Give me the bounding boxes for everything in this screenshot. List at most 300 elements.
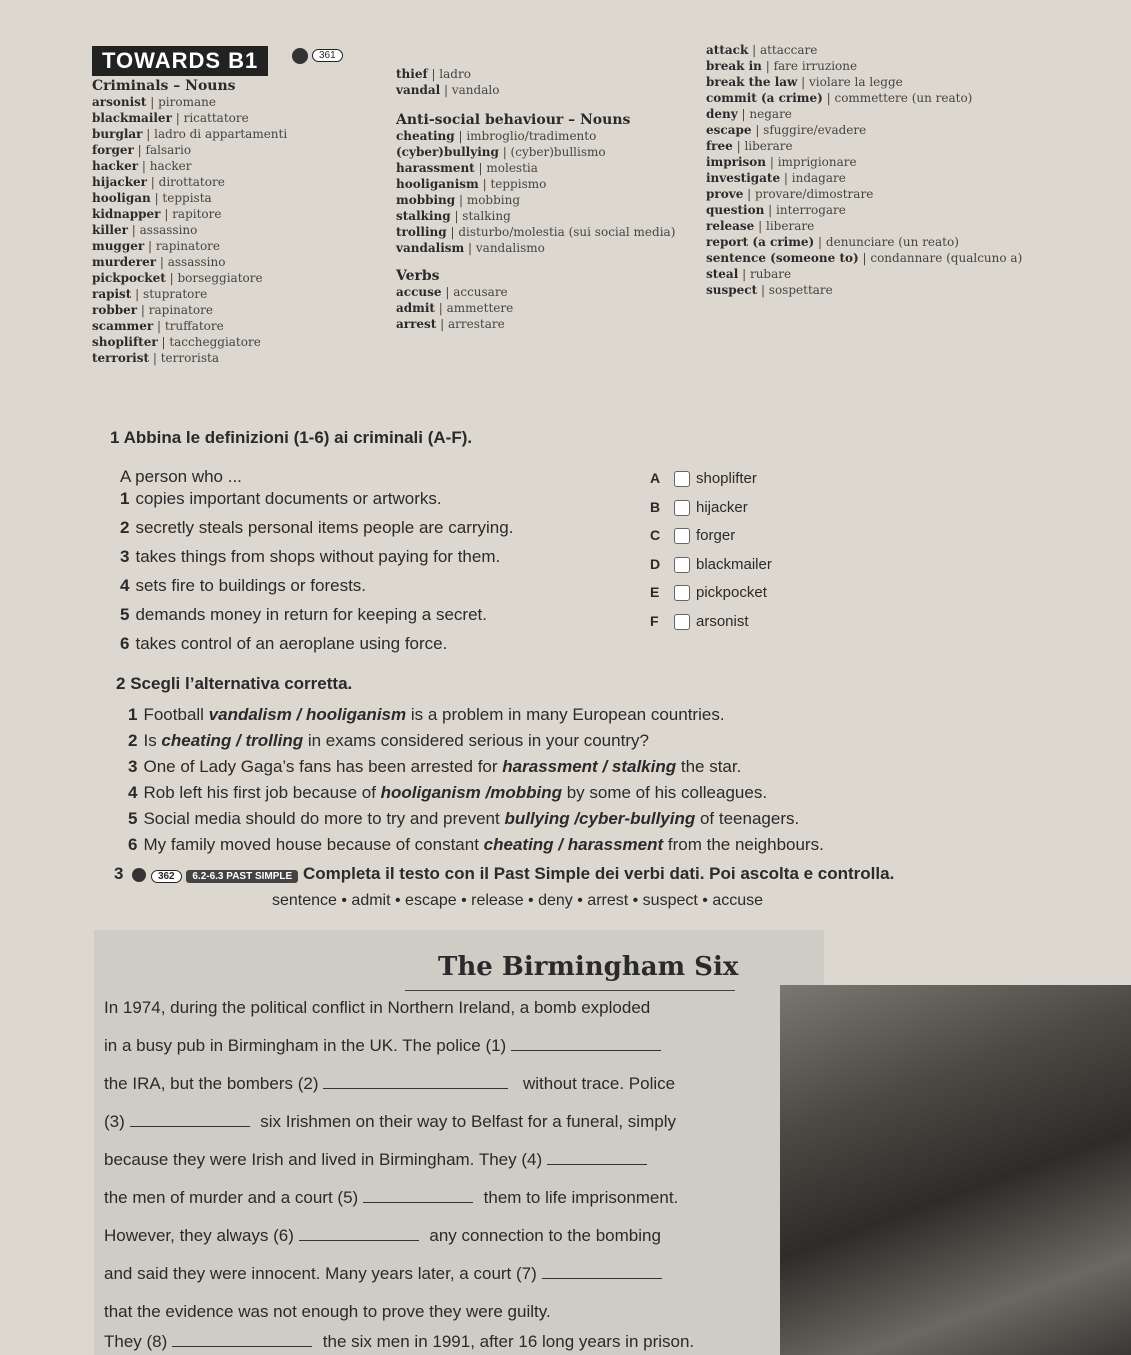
option-text: arsonist: [696, 612, 749, 630]
choice-options[interactable]: cheating / harassment: [483, 835, 664, 854]
vocab-translation: rapinatore: [155, 239, 221, 253]
option-text: blackmailer: [696, 555, 772, 573]
separator: |: [165, 271, 178, 285]
vocab-word: terrorist: [92, 351, 150, 365]
vocab-entry: [92, 350, 382, 366]
definition-number: 2: [120, 518, 130, 537]
blank-4[interactable]: [547, 1164, 647, 1165]
vocab-translation: ladro: [439, 67, 471, 81]
vocab-entry: [706, 218, 1006, 234]
article-line-10: [104, 1332, 694, 1352]
article-text: without trace. Police: [522, 1074, 676, 1093]
separator: |: [153, 319, 165, 333]
sentence-text: My family moved house because of constant: [143, 835, 484, 854]
answer-checkbox[interactable]: [674, 500, 690, 516]
vocab-entry: [92, 126, 382, 142]
article-text: the six men in 1991, after 16 long years in prison.: [322, 1332, 695, 1351]
ex2-title: [116, 674, 352, 694]
vocab-translation: molestia: [486, 161, 538, 175]
separator: |: [761, 59, 774, 73]
choice-options[interactable]: vandalism / hooliganism: [208, 705, 407, 724]
vocab-translation: denunciare (un reato): [825, 235, 959, 249]
separator: |: [146, 95, 159, 109]
separator: |: [743, 187, 755, 201]
vocab-entry: [706, 266, 1006, 282]
option-item: [650, 493, 850, 522]
separator: |: [757, 283, 769, 297]
definition-number: 3: [120, 547, 130, 566]
sentence-text: of teenagers.: [695, 809, 800, 828]
verbs-list: [396, 284, 696, 332]
definition-number: 4: [120, 576, 130, 595]
grammar-pill: 6.2-6.3 PAST SIMPLE: [186, 870, 298, 883]
vocab-translation: provare/dimostrare: [755, 187, 874, 201]
vocab-entry: [396, 316, 696, 332]
vocab-word: kidnapper: [92, 207, 161, 221]
separator: |: [436, 317, 449, 331]
separator: |: [434, 301, 447, 315]
article-text: any connection to the bombing: [429, 1226, 661, 1245]
vocab-translation: indagare: [791, 171, 846, 185]
vocab-word: break in: [706, 59, 762, 73]
vocab-word: robber: [92, 303, 138, 317]
vocab-word: harassment: [396, 161, 475, 175]
article-text: in a busy pub in Birmingham in the UK. The police (1): [104, 1036, 507, 1055]
definition-text: sets fire to buildings or forests.: [135, 576, 367, 595]
separator: |: [149, 351, 161, 365]
vocab-translation: commettere (un reato): [834, 91, 973, 105]
vocab-word: trolling: [396, 225, 447, 239]
option-letter: E: [650, 584, 660, 600]
vocab-entry: [92, 94, 382, 110]
separator: |: [171, 111, 184, 125]
separator: |: [738, 267, 750, 281]
sentence-text: in exams considered serious in your country?: [303, 731, 649, 750]
vocab-word: sentence (someone to): [706, 251, 859, 265]
blank-3[interactable]: [130, 1126, 250, 1127]
vocab-entry: [706, 154, 1006, 170]
vocab-entry: [706, 282, 1006, 298]
article-text: the IRA, but the bombers (2): [104, 1074, 319, 1093]
separator: |: [138, 159, 150, 173]
word-bank: sentence • admit • escape • release • deny • arrest • suspect • accuse: [272, 892, 764, 909]
vocab-word: killer: [92, 223, 128, 237]
vocab-word: imprison: [706, 155, 767, 169]
vocab-translation: rapinatore: [148, 303, 213, 317]
article-line-7: [104, 1226, 661, 1246]
article-line-9: that the evidence was not enough to prove they were guilty.: [104, 1302, 551, 1321]
vocab-translation: falsario: [145, 143, 192, 157]
vocab-entry: [706, 106, 1006, 122]
definition-item: [120, 571, 680, 600]
article-text: They (8): [104, 1332, 168, 1351]
vocab-word: arsonist: [92, 95, 147, 109]
blank-5[interactable]: [363, 1202, 473, 1203]
answer-checkbox[interactable]: [674, 528, 690, 544]
article-panel: [94, 930, 824, 1355]
separator: |: [454, 129, 467, 143]
option-item: [650, 550, 850, 579]
separator: |: [732, 139, 745, 153]
criminals-title: Criminals – Nouns: [92, 78, 236, 94]
choice-options[interactable]: cheating / trolling: [161, 731, 304, 750]
vocab-entry: [706, 186, 1006, 202]
article-text: six Irishmen on their way to Belfast for a funeral, simply: [260, 1112, 676, 1131]
option-text: forger: [696, 527, 736, 544]
sentence-text: is a problem in many European countries.: [406, 705, 725, 724]
vocab-word: rapist: [92, 287, 132, 301]
definition-item: [120, 513, 680, 542]
vocab-entry: [92, 190, 382, 206]
option-letter: B: [650, 498, 661, 515]
option-text: pickpocket: [696, 584, 767, 601]
answer-checkbox[interactable]: [674, 614, 690, 630]
definition-text: takes things from shops without paying for them.: [135, 547, 501, 566]
vocab-word: shoplifter: [92, 335, 158, 349]
option-item: [650, 578, 850, 607]
vocab-translation: interrogare: [776, 203, 846, 217]
vocab-entry: [92, 222, 382, 238]
separator: |: [748, 43, 760, 57]
vocab-word: hooligan: [92, 191, 151, 205]
ex3-header: [114, 864, 894, 884]
vocab-entry: [92, 158, 382, 174]
definition-text: secretly steals personal items people are carrying.: [135, 518, 514, 537]
separator: |: [440, 83, 452, 97]
vocab-translation: truffatore: [164, 319, 224, 333]
choice-sentence: [128, 728, 1008, 754]
definition-number: 1: [120, 489, 130, 508]
separator: |: [766, 155, 778, 169]
criminals-list: [92, 94, 382, 366]
article-line-6: [104, 1188, 678, 1208]
separator: |: [127, 223, 140, 237]
vocab-entry: [706, 138, 1006, 154]
separator: |: [446, 225, 459, 239]
sentence-number: 1: [128, 705, 138, 724]
verbs-title: Verbs: [396, 268, 440, 284]
choice-options[interactable]: harassment / stalking: [502, 757, 677, 776]
vocab-translation: dirottatore: [158, 175, 225, 189]
separator: |: [764, 203, 777, 217]
vocab-entry: [92, 270, 382, 286]
vocab-translation: rubare: [749, 267, 792, 281]
option-text: hijacker: [696, 498, 748, 516]
separator: |: [133, 143, 146, 157]
separator: |: [441, 285, 454, 299]
vocab-entry: [396, 208, 696, 224]
section-banner: TOWARDS B1: [92, 46, 268, 76]
ex3-track: 362: [151, 870, 182, 883]
ex3-number: 3: [114, 864, 124, 883]
vocab-entry: [706, 170, 1006, 186]
choice-options[interactable]: hooliganism /mobbing: [380, 783, 562, 802]
article-text: because they were Irish and lived in Birmingham. They (4): [104, 1150, 543, 1169]
blank-1[interactable]: [511, 1050, 661, 1051]
vocab-word: hooliganism: [396, 177, 479, 191]
separator: |: [150, 191, 163, 205]
vocab-word: hacker: [92, 159, 139, 173]
vocab-word: free: [706, 139, 733, 153]
vocab-word: mobbing: [396, 193, 456, 207]
col3-list: [706, 42, 1023, 298]
ex1-number: 1: [110, 428, 120, 447]
article-line-4: [104, 1112, 676, 1132]
ex1-intro: A person who ...: [120, 467, 242, 486]
vocab-entry: [706, 122, 1006, 138]
vocab-word: deny: [706, 107, 738, 121]
answer-checkbox[interactable]: [674, 585, 690, 601]
separator: |: [780, 171, 792, 185]
vocab-entry: [396, 176, 696, 192]
vocab-entry: [92, 286, 382, 302]
vocab-translation: hacker: [149, 159, 192, 173]
vocab-word: (cyber)bullying: [396, 145, 499, 159]
sentence-text: One of Lady Gaga’s fans has been arrested for: [143, 757, 503, 776]
vocab-word: cheating: [396, 129, 455, 143]
sentence-text: Is: [143, 731, 162, 750]
separator: |: [754, 219, 766, 233]
vocab-word: scammer: [92, 319, 154, 333]
vocab-word: vandal: [396, 83, 441, 97]
vocab-translation: imbroglio/tradimento: [466, 129, 597, 143]
sentence-number: 6: [128, 835, 138, 854]
vocab-entry: [396, 300, 696, 316]
answer-checkbox[interactable]: [674, 557, 690, 573]
vocab-entry: [396, 192, 696, 208]
separator: |: [157, 335, 170, 349]
vocab-translation: condannare (qualcuno a): [870, 251, 1023, 265]
vocab-word: thief: [396, 67, 428, 81]
answer-checkbox[interactable]: [674, 471, 690, 487]
vocab-word: mugger: [92, 239, 145, 253]
definition-item: [120, 600, 680, 629]
article-text: them to life imprisonment.: [483, 1188, 679, 1207]
vocab-entry: [92, 238, 382, 254]
ex1-options: [650, 464, 850, 635]
vocab-entry: [706, 58, 1006, 74]
separator: |: [156, 255, 168, 269]
vocab-word: question: [706, 203, 765, 217]
criminals-column: [92, 78, 382, 366]
vocab-entry: [396, 82, 696, 98]
blank-8[interactable]: [172, 1346, 312, 1347]
audio-icon-2[interactable]: [132, 868, 146, 882]
article-line-2: [104, 1036, 661, 1056]
vocab-translation: terrorista: [160, 351, 220, 365]
vocab-entry: [396, 66, 696, 82]
ex1-definitions: [120, 484, 680, 658]
vocab-translation: stupratore: [143, 287, 208, 301]
vocab-translation: rapitore: [172, 207, 222, 221]
separator: |: [858, 251, 871, 265]
separator: |: [737, 107, 750, 121]
vocab-entry: [706, 234, 1006, 250]
vocab-translation: teppista: [162, 191, 212, 205]
vocab-word: report (a crime): [706, 235, 815, 249]
vocab-word: vandalism: [396, 241, 465, 255]
article-text: (3): [104, 1112, 125, 1131]
vocab-entry: [92, 334, 382, 350]
separator: |: [478, 177, 491, 191]
vocab-entry: [92, 142, 382, 158]
sentence-text: Social media should do more to try and prevent: [143, 809, 505, 828]
sentence-text: the star.: [676, 757, 742, 776]
vocab-translation: taccheggiatore: [169, 335, 261, 349]
vocab-translation: piromane: [158, 95, 216, 109]
audio-icon[interactable]: [292, 48, 308, 64]
choice-sentence: [128, 754, 1008, 780]
separator: |: [450, 209, 463, 223]
vocab-translation: stalking: [462, 209, 511, 223]
vocab-word: pickpocket: [92, 271, 166, 285]
antisocial-list: [396, 128, 696, 256]
option-item: [650, 464, 850, 493]
vocab-translation: vandalismo: [475, 241, 545, 255]
blank-2[interactable]: [323, 1088, 508, 1089]
vocab-word: attack: [706, 43, 749, 57]
vocab-translation: sospettare: [768, 283, 833, 297]
article-line-8: [104, 1264, 662, 1284]
sentence-text: from the neighbours.: [663, 835, 824, 854]
separator: |: [797, 75, 810, 89]
separator: |: [160, 207, 173, 221]
article-text: the men of murder and a court (5): [104, 1188, 359, 1207]
sentence-number: 3: [128, 757, 138, 776]
vocab-entry: [396, 160, 696, 176]
antisocial-title: Anti-social behaviour – Nouns: [396, 112, 631, 128]
separator: |: [455, 193, 467, 207]
vocab-translation: violare la legge: [809, 75, 903, 89]
article-line-1: In 1974, during the political conflict in Northern Ireland, a bomb exploded: [104, 998, 651, 1017]
separator: |: [474, 161, 487, 175]
definition-item: [120, 542, 680, 571]
vocab-translation: teppismo: [490, 177, 547, 191]
separator: |: [822, 91, 835, 105]
column-three: [706, 42, 1023, 298]
vocab-translation: attaccare: [759, 43, 818, 57]
definition-text: copies important documents or artworks.: [135, 489, 442, 508]
vocab-word: suspect: [706, 283, 758, 297]
separator: |: [427, 67, 440, 81]
vocab-translation: accusare: [453, 285, 508, 299]
option-letter: D: [650, 555, 661, 572]
vocab-entry: [706, 202, 1006, 218]
vocab-translation: assassino: [167, 255, 226, 269]
sentence-text: Football: [143, 705, 209, 724]
blank-7[interactable]: [542, 1278, 662, 1279]
separator: |: [144, 239, 156, 253]
vocab-word: forger: [92, 143, 134, 157]
choice-options[interactable]: bullying /cyber-bullying: [504, 809, 696, 828]
vocab-entry: [92, 174, 382, 190]
col2-top-list: [396, 66, 696, 98]
ex2-number: 2: [116, 674, 126, 693]
vocab-entry: [706, 74, 1006, 90]
vocab-word: prove: [706, 187, 744, 201]
vocab-entry: [396, 128, 696, 144]
vocab-translation: fare irruzione: [773, 59, 858, 73]
vocab-entry: [396, 284, 696, 300]
ex1-title-text: Abbina le definizioni (1-6) ai criminali (A-F).: [123, 428, 473, 447]
article-text: and said they were innocent. Many years later, a court (7): [104, 1264, 537, 1283]
option-item: [650, 521, 850, 550]
title-rule: [405, 990, 735, 991]
vocab-entry: [706, 250, 1023, 266]
vocab-translation: liberare: [766, 219, 815, 233]
sentence-number: 5: [128, 809, 138, 828]
sentence-text: by some of his colleagues.: [561, 783, 768, 802]
vocab-word: commit (a crime): [706, 91, 823, 105]
vocab-translation: sfuggire/evadere: [763, 123, 867, 137]
vocab-word: escape: [706, 123, 752, 137]
vocab-translation: vandalo: [451, 83, 500, 97]
bombed-pub-photo: [780, 985, 1131, 1355]
choice-sentence: [128, 780, 1008, 806]
ex1-title: [110, 428, 472, 448]
vocab-translation: liberare: [744, 139, 793, 153]
article-text: However, they always (6): [104, 1226, 294, 1245]
vocab-translation: ricattatore: [183, 111, 249, 125]
option-text: shoplifter: [696, 470, 757, 487]
vocab-translation: ladro di appartamenti: [154, 127, 288, 141]
blank-6[interactable]: [299, 1240, 419, 1241]
vocab-translation: arrestare: [448, 317, 505, 331]
track-number: 361: [312, 49, 343, 62]
vocab-translation: negare: [749, 107, 792, 121]
vocab-word: stalking: [396, 209, 451, 223]
vocab-translation: ammettere: [446, 301, 514, 315]
definition-item: [120, 629, 680, 658]
separator: |: [498, 145, 511, 159]
separator: |: [814, 235, 826, 249]
sentence-number: 4: [128, 783, 138, 802]
vocab-entry: [92, 254, 382, 270]
vocab-word: accuse: [396, 285, 442, 299]
vocab-entry: [92, 110, 382, 126]
definition-number: 6: [120, 634, 130, 653]
vocab-translation: mobbing: [466, 193, 521, 207]
vocab-word: release: [706, 219, 755, 233]
vocab-entry: [396, 144, 696, 160]
separator: |: [464, 241, 476, 255]
vocab-word: arrest: [396, 317, 437, 331]
vocab-word: steal: [706, 267, 739, 281]
vocab-translation: assassino: [139, 223, 198, 237]
definition-text: takes control of an aeroplane using force.: [135, 634, 448, 653]
ex2-items: [128, 702, 1008, 858]
option-letter: F: [650, 612, 659, 629]
vocab-word: admit: [396, 301, 435, 315]
column-two: [396, 66, 696, 332]
choice-sentence: [128, 806, 1008, 832]
vocab-word: investigate: [706, 171, 781, 185]
separator: |: [142, 127, 155, 141]
vocab-entry: [396, 240, 696, 256]
vocab-word: break the law: [706, 75, 798, 89]
article-line-3: [104, 1074, 675, 1094]
option-letter: C: [650, 527, 661, 543]
ex2-title-text: Scegli l’alternativa corretta.: [130, 674, 353, 693]
vocab-entry: [92, 206, 382, 222]
vocab-word: hijacker: [92, 175, 147, 189]
separator: |: [137, 303, 149, 317]
vocab-word: blackmailer: [92, 111, 172, 125]
vocab-word: burglar: [92, 127, 143, 141]
definition-number: 5: [120, 605, 130, 624]
vocab-entry: [706, 90, 1006, 106]
vocab-entry: [706, 42, 1006, 58]
